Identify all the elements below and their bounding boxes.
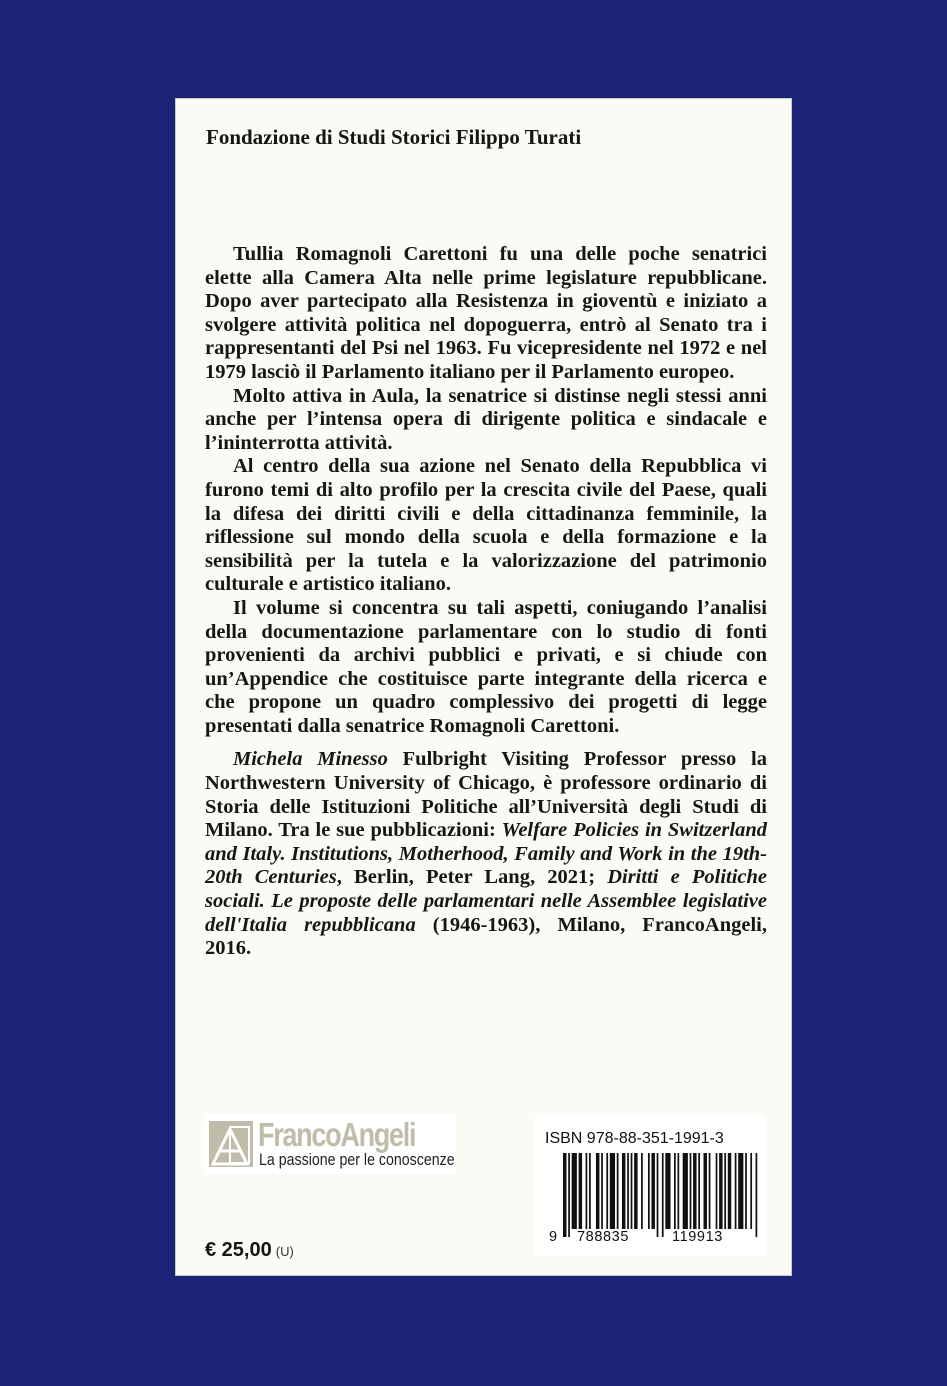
barcode-bar xyxy=(606,1153,608,1229)
cover-blurb xyxy=(205,243,767,961)
author-bio xyxy=(205,748,767,960)
book-title: Welfare Policies in Switzerland and Italy. Institutions, Motherhood, Family and Work in the 19th-20th Centuries xyxy=(205,819,768,889)
barcode-bar xyxy=(728,1153,731,1229)
barcode-bar xyxy=(738,1153,743,1229)
barcode-bar xyxy=(586,1153,588,1229)
bio-text: Fulbright Visiting Professor presso la Northwestern University of Chicago, è professore ordinario di Storia delle Istituzioni Politiche all’Università degli Studi di Milano. Tra le sue pubblicazioni: xyxy=(205,748,767,842)
barcode-box xyxy=(535,1115,766,1256)
barcode-bar xyxy=(631,1153,633,1229)
logo-tagline: La passione per le conoscenze xyxy=(259,1151,455,1169)
barcode-bar xyxy=(693,1153,696,1229)
isbn-label: ISBN 978-88-351-1991-3 xyxy=(545,1130,724,1147)
barcode-bar xyxy=(665,1153,670,1229)
barcode-digit-first: 9 xyxy=(549,1229,558,1245)
author-name: Michela Minesso xyxy=(233,748,388,771)
series-title: Fondazione di Studi Storici Filippo Turati xyxy=(206,125,582,149)
blurb-paragraph: Il volume si concentra su tali aspetti, coniugando l’analisi della documentazione parlamentare con lo studio di fonti provenienti da archivi pubblici e privati, e si chiude con un’Appendice che costituisce parte integrante della ricerca e che propone un quadro complessivo dei progetti di legge presentati dalla senatrice Romagnoli Carettoni. xyxy=(205,596,767,737)
barcode-bar xyxy=(579,1153,582,1229)
barcode-bar xyxy=(596,1153,599,1229)
barcode-bar xyxy=(719,1153,722,1229)
publisher-logo xyxy=(204,1114,456,1174)
barcode-digits-right: 119913 xyxy=(672,1229,723,1245)
barcode-bar xyxy=(563,1153,566,1237)
barcode-icon xyxy=(563,1153,759,1237)
barcode-bar xyxy=(572,1153,577,1229)
blurb-paragraph: Al centro della sua azione nel Senato della Repubblica vi furono temi di alto profilo per la crescita civile del Paese, quali la difesa dei diritti civili e della cittadinanza femminile, la riflessione sul mondo della scuola e della formazione e la sensibilità per la tutela e la valorizzazione del patrimonio culturale e artistico italiano. xyxy=(205,455,767,596)
barcode-bar xyxy=(641,1153,643,1229)
price xyxy=(205,1239,294,1262)
barcode-bar xyxy=(674,1153,676,1229)
barcode-bar xyxy=(724,1153,726,1229)
barcode-bar xyxy=(716,1153,718,1229)
barcode-bar xyxy=(589,1153,591,1229)
barcode-digits-left: 788835 xyxy=(577,1229,629,1245)
barcode-bar xyxy=(657,1153,659,1237)
barcode-bar xyxy=(756,1153,758,1237)
barcode-bar xyxy=(750,1153,752,1229)
barcode-bar xyxy=(704,1153,707,1229)
barcode-bar xyxy=(735,1153,737,1229)
barcode-bar xyxy=(617,1153,619,1229)
barcode-bar xyxy=(601,1153,603,1229)
barcode-bar xyxy=(677,1153,679,1229)
back-cover-panel xyxy=(175,98,792,1276)
bio-text: (1946-1963), Milano, FrancoAngeli, 2016. xyxy=(205,913,767,960)
barcode-bar xyxy=(568,1153,570,1237)
book-title: Diritti e Politiche sociali. Le proposte delle parlamentari nelle Assemblee legislative dell'Italia repubblicana xyxy=(205,866,768,936)
barcode-bar xyxy=(662,1153,664,1237)
barcode-bar xyxy=(610,1153,615,1229)
logo-brand-text: FrancoAngeli xyxy=(258,1116,416,1153)
barcode-bar xyxy=(683,1153,688,1229)
logo-a-icon xyxy=(209,1121,253,1167)
barcode-bar xyxy=(709,1153,711,1229)
barcode-bar xyxy=(651,1153,654,1229)
barcode-bar xyxy=(648,1153,650,1229)
price-code: (U) xyxy=(275,1244,294,1259)
barcode-bar xyxy=(622,1153,625,1229)
price-amount: € 25,00 xyxy=(205,1239,272,1261)
bio-text: , Berlin, Peter Lang, 2021; xyxy=(336,866,608,889)
blurb-paragraph: Tullia Romagnoli Carettoni fu una delle poche senatrici elette alla Camera Alta nelle prime legislature repubblicane. Dopo aver partecipato alla Resistenza in gioventù e iniziato a svolgere attività politica nel dopoguerra, entrò al Senato tra i rappresentanti del Psi nel 1963. Fu vicepresidente nel 1972 e nel 1979 lasciò il Parlamento italiano per il Parlamento europeo. xyxy=(205,243,767,383)
blurb-paragraph: Molto attiva in Aula, la senatrice si distinse negli stessi anni anche per l’intensa opera di dirigente politica e sindacale e l’ininterrotta attività. xyxy=(205,384,767,454)
barcode-bar xyxy=(627,1153,629,1229)
barcode-bar xyxy=(698,1153,700,1229)
barcode-bar xyxy=(634,1153,637,1229)
barcode-bar xyxy=(745,1153,747,1229)
barcode-bar xyxy=(690,1153,692,1229)
